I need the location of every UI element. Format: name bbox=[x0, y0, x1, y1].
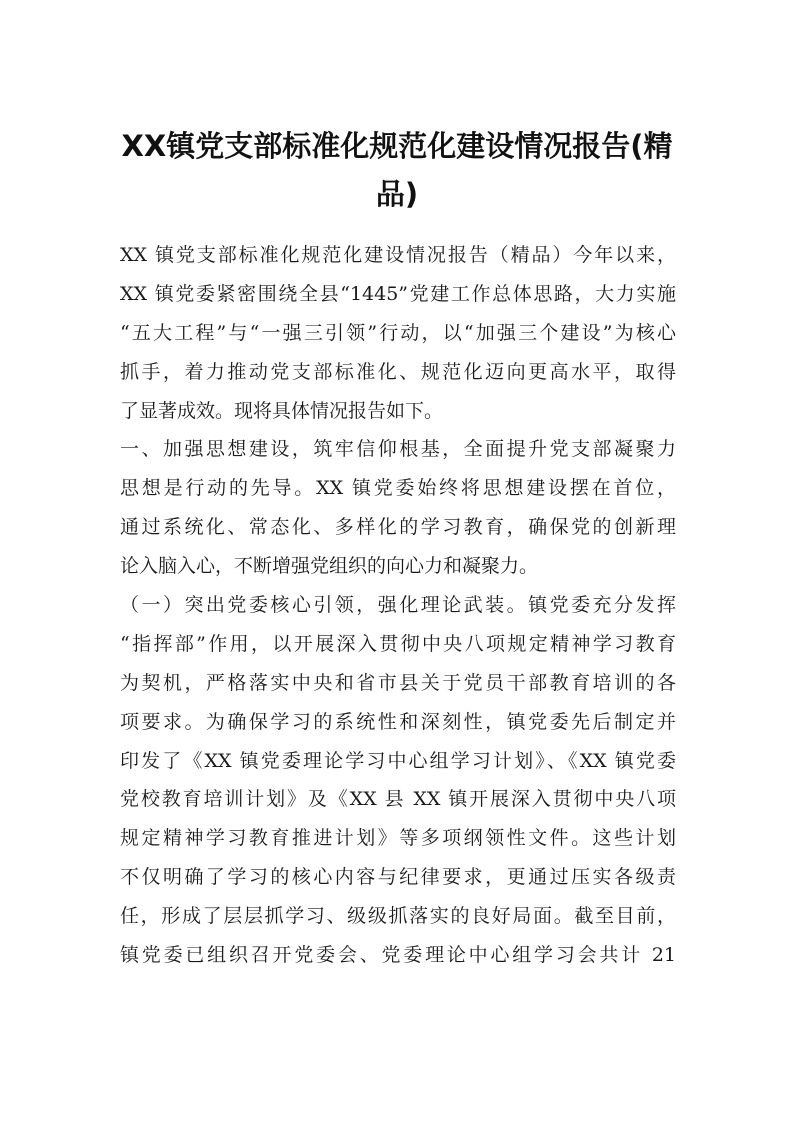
body-line: 任，形成了层层抓学习、级级抓落实的良好局面。截至目前， bbox=[120, 905, 676, 928]
body-line: “五大工程”与“一强三引领”行动，以“加强三个建设”为核心 bbox=[120, 321, 676, 344]
body-line: 为契机，严格落实中央和省市县关于党员干部教育培训的各 bbox=[120, 671, 676, 694]
document-body bbox=[120, 236, 676, 975]
body-line: 规定精神学习教育推进计划》等多项纲领性文件。这些计划 bbox=[120, 827, 676, 850]
body-line: 论入脑入心，不断增强党组织的向心力和凝聚力。 bbox=[120, 555, 539, 578]
document-title-line-2: 品) bbox=[375, 177, 419, 211]
body-line: 党校教育培训计划》及《XX 县 XX 镇开展深入贯彻中央八项 bbox=[120, 788, 676, 811]
document-title-line-1: XX镇党支部标准化规范化建设情况报告(精 bbox=[121, 129, 673, 163]
body-line: 抓手，着力推动党支部标准化、规范化迈向更高水平，取得 bbox=[120, 360, 676, 383]
body-line: “指挥部”作用，以开展深入贯彻中央八项规定精神学习教育 bbox=[120, 632, 676, 655]
body-line: 不仅明确了学习的核心内容与纪律要求，更通过压实各级责 bbox=[120, 866, 676, 889]
body-line: 通过系统化、常态化、多样化的学习教育，确保党的创新理 bbox=[120, 516, 676, 539]
body-line: 印发了《XX 镇党委理论学习中心组学习计划》、《XX 镇党委 bbox=[120, 749, 676, 772]
body-line: 了显著成效。现将具体情况报告如下。 bbox=[120, 399, 444, 422]
body-line: 项要求。为确保学习的系统性和深刻性，镇党委先后制定并 bbox=[120, 710, 676, 733]
body-line: 镇党委已组织召开党委会、党委理论中心组学习会共计 21 bbox=[120, 944, 676, 967]
subsection-line: （一）突出党委核心引领，强化理论武装。镇党委充分发挥 bbox=[120, 594, 676, 617]
body-line: 思想是行动的先导。XX 镇党委始终将思想建设摆在首位， bbox=[120, 477, 676, 500]
body-line: XX 镇党支部标准化规范化建设情况报告（精品）今年以来， bbox=[120, 244, 676, 266]
body-line: XX 镇党委紧密围绕全县“1445”党建工作总体思路，大力实施 bbox=[120, 282, 676, 305]
section-heading: 一、加强思想建设，筑牢信仰根基，全面提升党支部凝聚力 bbox=[120, 438, 676, 461]
